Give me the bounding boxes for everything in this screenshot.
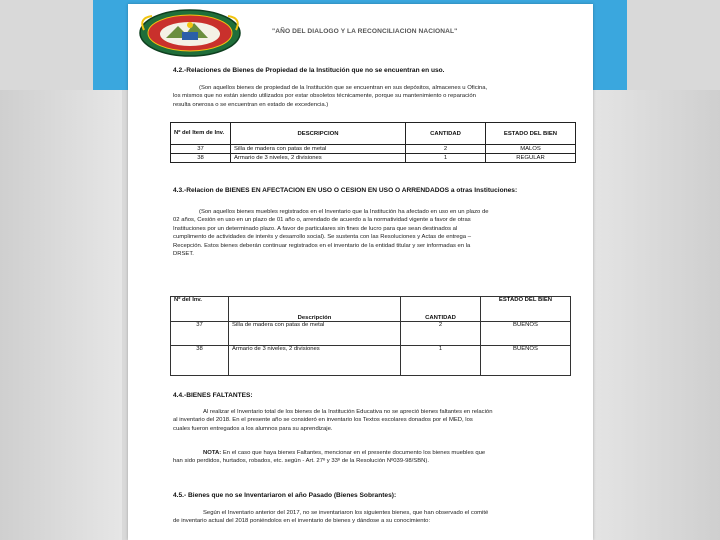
note-label: NOTA: [203,450,222,456]
paragraph-line: DRSET. [173,251,194,258]
section-4-2-paragraph [173,84,573,109]
note-line [173,449,578,457]
column-header: Nº del Item de Inv. [171,123,231,145]
paragraph-line: Recepción. Estos bienes deberán continuar registrados en el inventario de la entidad titular y ser informadas en la [173,242,471,249]
table-cell: Armario de 3 niveles, 2 divisiones [229,346,401,376]
table-row [171,145,576,154]
table-unused-assets [170,122,576,163]
table-header-row [171,123,576,145]
paragraph-line: los mismos que no están siendo utilizados por estar obsoletos técnicamente, porque su mantenimiento o reparación [173,93,476,100]
table-cell: 38 [171,154,231,163]
table-cell: 38 [171,346,229,376]
column-header: CANTIDAD [406,123,486,145]
table-cell: BUENOS [481,346,571,376]
table-cell: 1 [401,346,481,376]
note-line: han sido perdidos, hurtados, robados, etc. según - Art. 27º y 33º de la Resolución Nº039-98/SBN). [173,458,429,465]
paragraph-line: resulta onerosa o se encuentran en estado de excedencia.) [173,101,329,108]
table-cell: Armario de 3 niveles, 2 divisiones [231,154,406,163]
table-cell: 37 [171,322,229,346]
column-header: ESTADO DEL BIEN [481,297,571,322]
background-right [593,90,720,540]
section-4-5-title: 4.5.- Bienes que no se Inventariaron el año Pasado (Bienes Sobrantes): [173,492,397,499]
table-cell: Silla de madera con patas de metal [229,322,401,346]
paragraph-line: al inventario del 2018. En el presente año se consideró en inventario los Textos escolares donados por el MED, los [173,417,473,424]
paragraph-line: (Son aquellos bienes de propiedad de la Institución que se encuentran en sus depósitos, almacenes u Oficina, [199,85,488,91]
table-row [171,322,571,346]
table-row [171,346,571,376]
section-4-4-title: 4.4.-BIENES FALTANTES: [173,392,253,399]
table-cell: Silla de madera con patas de metal [231,145,406,154]
paragraph-line: Al realizar el Inventario total de los bienes de la Institución Educativa no se apreció bienes faltantes en relación [203,409,493,415]
paragraph-line: Instituciones por un determinado plazo. A favor de particulares sin fines de lucro para que sean destinados al [173,225,458,232]
column-header: ESTADO DEL BIEN [486,123,576,145]
column-header: Descripción [229,297,401,322]
column-header: Nº del Inv. [171,297,229,322]
table-cell: 1 [406,154,486,163]
table-assigned-assets [170,296,571,376]
section-4-2-title: 4.2.-Relaciones de Bienes de Propiedad de la Institución que no se encuentran en uso. [173,67,445,74]
paragraph-line: 02 años, Cesión en uso en un plazo de 01 año o, arrendado de acuerdo a la normatividad vigente a favor de otras [173,217,471,224]
paragraph-line: Según el Inventario anterior del 2017, no se inventariaron los siguientes bienes, que han observado el comité [203,510,489,516]
section-4-5-paragraph [173,509,578,526]
table-cell: 2 [406,145,486,154]
table-cell: 37 [171,145,231,154]
column-header: DESCRIPCION [231,123,406,145]
paragraph-line: cumplimento de actividades de interés y desarrollo social). Se sustenta con las Resoluciones y Actas de entrega – [173,234,471,241]
institution-seal-icon [138,8,242,58]
note-text: En el caso que haya bienes Faltantes, mencionar en el presente documento los bienes muebles que [221,450,486,456]
table-cell: 2 [401,322,481,346]
section-4-3-paragraph [173,208,578,258]
paragraph-line: cuales fueron entregados a los alumnos para su aprendizaje. [173,425,333,432]
column-header: CANTIDAD [401,297,481,322]
section-4-4-paragraph [173,408,578,433]
section-4-3-title: 4.3.-Relacion de BIENES EN AFECTACION EN USO O CESION EN USO O ARRENDADOS a otras Instituciones: [173,187,518,194]
background-left [0,90,122,540]
table-cell: REGULAR [486,154,576,163]
section-4-4-note [173,449,578,466]
paragraph-line: de inventario actual del 2018 poniéndolos en el inventario de bienes y dándose a su conocimiento: [173,518,431,525]
table-row [171,154,576,163]
table-header-row [171,297,571,322]
table-cell: BUENOS [481,322,571,346]
document-motto: "AÑO DEL DIALOGO Y LA RECONCILIACION NACIONAL" [272,28,458,35]
document-page [128,4,593,540]
table-cell: MALOS [486,145,576,154]
paragraph-line: (Son aquellos bienes muebles registrados en el Inventario que la Institución ha afectado en uso en un plazo de [199,209,489,215]
